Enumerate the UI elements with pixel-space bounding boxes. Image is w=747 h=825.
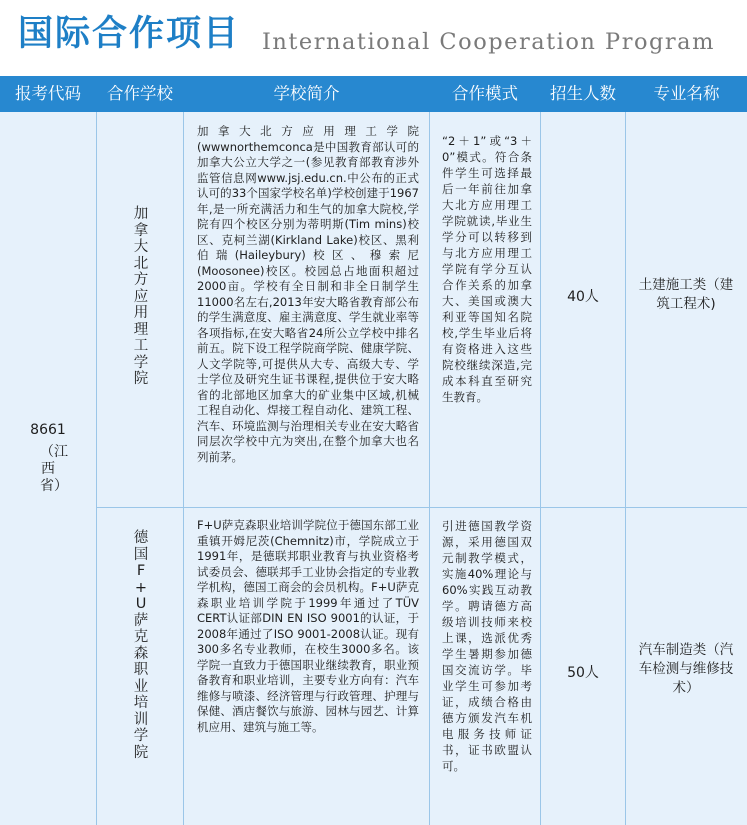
page-subtitle: International Cooperation Program [262, 29, 715, 55]
column-divider [96, 112, 97, 825]
exam-code: 8661 [30, 422, 66, 438]
header-intro: 学校简介 [273, 84, 340, 103]
row-divider [96, 507, 747, 508]
school-intro: F+U萨克森职业培训学院位于德国东部工业重镇开姆尼茨(Chemnitz)市，学院成立于1991年，是德联邦职业教育与执业资格考试委员会、德联邦手工业协会指定的专业教学机构，德国工商会的会员机构。F+U萨克森职业培训学院于1999年通过了TÜV CERT认证部DIN EN ISO 9001的认证，于2008年通过了ISO 9001-2008认证。现有300多名专业教师，在校生3000多名。该学院一直致力于德国职业继续教育，职业预备教育和职业培训，主要专业方向有：汽车维修与喷漆、经济管理与行政管理、护理与保健、酒店餐饮与旅游、园林与园艺、计算机应用、建筑与施工等。 [197, 518, 419, 734]
school-name: 德国F+U萨克森职业培训学院 [133, 530, 149, 761]
page-header [0, 0, 747, 70]
column-divider [625, 112, 626, 825]
header-mode: 合作模式 [452, 84, 518, 103]
exam-code-cell [0, 422, 96, 495]
column-divider [429, 112, 430, 825]
header-school: 合作学校 [107, 84, 173, 103]
exam-province: （江西省） [40, 444, 68, 494]
table-header [0, 76, 747, 112]
major-name: 汽车制造类（汽车检测与维修技术） [638, 642, 734, 696]
cooperation-mode: 引进德国教学资源，采用德国双元制教学模式，实施40%理论与60%实践互动教学。聘请德方高级培训技师来校上课，选派优秀学生暑期参加德国交流访学。毕业学生可参加考证，成绩合格由德方颁发汽车机电服务技师证书，证书欧盟认可。 [442, 519, 532, 773]
cooperation-mode: “2＋1”或“3＋0”模式。符合条件学生可选择最后一年前往加拿大北方应用理工学院就读,毕业生学分可以转移到与北方应用理工学院有学分互认合作关系的加拿大、美国或澳大利亚等国知名院校,学生毕业后将有资格进入这些院校继续深造,完成本科直至研究生教育。 [442, 134, 532, 404]
enrollment-count: 50人 [567, 665, 599, 681]
program-table [0, 76, 747, 825]
column-divider [540, 112, 541, 825]
enrollment-count: 40人 [567, 289, 599, 305]
header-count: 招生人数 [550, 84, 616, 103]
school-name: 加拿大北方应用理工学院 [133, 206, 149, 387]
header-code: 报考代码 [15, 84, 81, 103]
school-intro: 加拿大北方应用理工学院(wwwnorthemconca是中国教育部认可的加拿大公立大学之一(参见教育部教育涉外监管信息网www.jsj.edu.cn.中公布的正式认可的33个国家学校名单)学校创建于1967年,是一所充满活力和生气的加拿大院校,学院有四个校区分别为蒂明斯(Tim mins)校区、克柯兰湖(Kirkland Lake)校区、黑利伯瑞(Haileybury)校区、穆索尼(Moosonee)校区。校园总占地面积超过2000亩。学校有全日制和非全日制学生11000名左右,2013年安大略省教育部公布的学生满意度、雇主满意度、学生就业率等各项指标,在安大略省24所公立学校中排名前五。院下设工程学院商学院、健康学院、人文学院等,可提供从大专、高级大专、学士学位及研究生证书课程,提供位于安大略省的北部地区加拿大的矿业集中区域,机械工程自动化、焊接工程自动化、建筑工程、汽车、环境监测与治理相关专业在安大略省同层次学校中亢为突出,在整个加拿大也名列前茅。 [197, 124, 419, 464]
column-divider [183, 112, 184, 825]
header-major: 专业名称 [653, 84, 720, 103]
page-title: 国际合作项目 [18, 14, 241, 54]
major-name: 土建施工类（建筑工程术) [638, 277, 734, 312]
